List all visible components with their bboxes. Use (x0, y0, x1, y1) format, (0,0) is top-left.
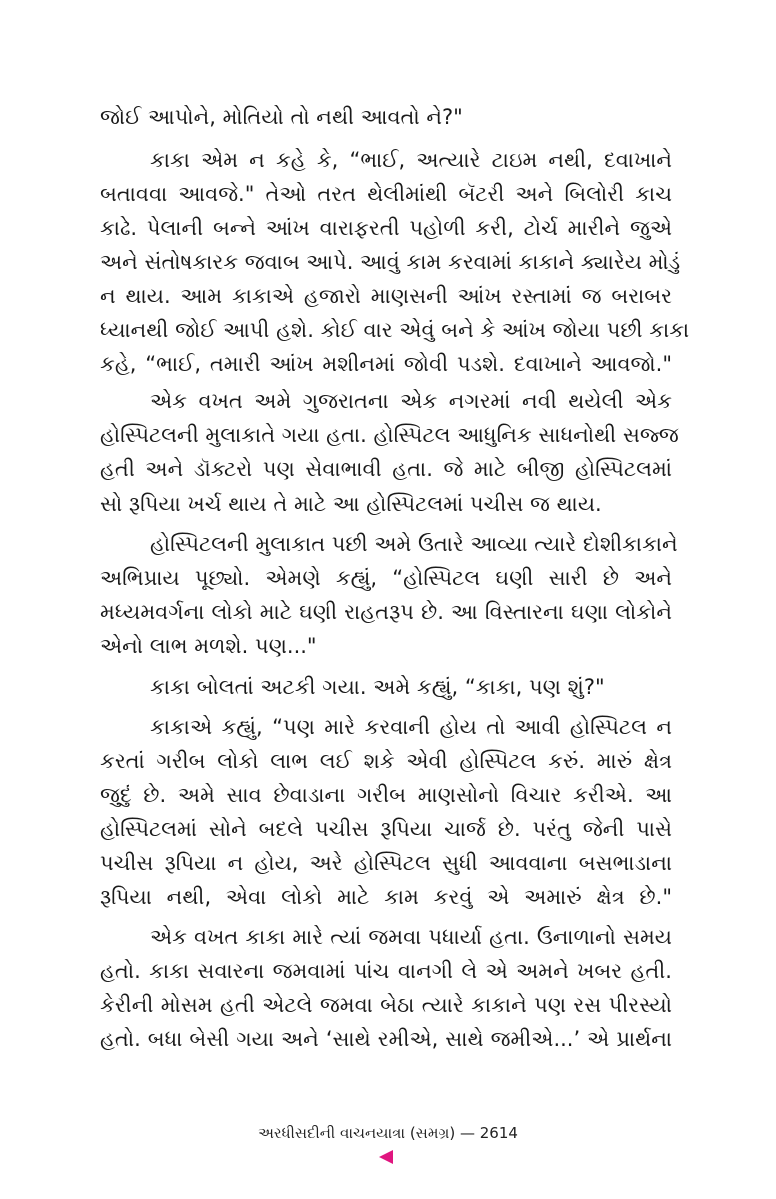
text-line: મધ્યમવર્ગના લોકો માટે ઘણી રાહતરૂપ છે. આ વિસ્તારના ઘણા લોકોને (100, 600, 672, 624)
text-line: કાકાએ કહ્યું, “પણ મારે કરવાની હોય તો આવી હોસ્પિટલ ન (150, 715, 672, 739)
text-line: સો રૂપિયા ખર્ચ થાય તે માટે આ હોસ્પિટલમાં પચીસ જ થાય. (100, 492, 602, 516)
text-line: ધ્યાનથી જોઈ આપી હશે. કોઈ વાર એવું બને કે આંખ જોયા પછી કાકા (100, 318, 690, 342)
text-line: અને સંતોષકારક જવાબ આપે. આવું કામ કરવામાં કાકાને ક્યારેય મોડું (100, 250, 681, 274)
text-line: હતો. બધા બેસી ગયા અને ‘સાથે રમીએ, સાથે જમીએ...’ એ પ્રાર્થના (100, 1027, 672, 1051)
text-line: હોસ્પિટલની મુલાકાત પછી અમે ઉતારે આવ્યા ત્યારે દોશીકાકાને (150, 532, 678, 556)
text-line: એનો લાભ મળશે. પણ..." (100, 634, 317, 658)
text-line: હતો. કાકા સવારના જમવામાં પાંચ વાનગી લે એ અમને ખબર હતી. (100, 959, 672, 983)
text-line: કેરીની મોસમ હતી એટલે જમવા બેઠા ત્યારે કાકાને પણ રસ પીરસ્યો (100, 993, 672, 1017)
text-line: બતાવવા આવજે." તેઓ તરત થેલીમાંથી બૅટરી અને બિલોરી કાચ (100, 182, 672, 206)
text-line: જોઈ આપોને, મોતિયો તો નથી આવતો ને?" (100, 105, 463, 129)
text-line: હોસ્પિટલમાં સોને બદલે પચીસ રૂપિયા ચાર્જ છે. પરંતુ જેની પાસે (100, 817, 672, 841)
text-line: હતી અને ડૉક્ટરો પણ સેવાભાવી હતા. જે માટે બીજી હોસ્પિટલમાં (100, 457, 672, 481)
text-line: કરતાં ગરીબ લોકો લાભ લઈ શકે એવી હોસ્પિટલ કરું. મારું ક્ષેત્ર (100, 749, 672, 773)
previous-page-arrow-icon[interactable] (379, 1150, 393, 1164)
text-line: કાઢે. પેલાની બન્ને આંખ વારાફરતી પહોળી કરી, ટોર્ચ મારીને જુએ (100, 216, 672, 240)
text-line: કાકા બોલતાં અટકી ગયા. અમે કહ્યું, “કાકા, પણ શું?" (150, 675, 605, 699)
text-line: હોસ્પિટલની મુલાકાતે ગયા હતા. હોસ્પિટલ આધુનિક સાધનોથી સજ્જ (100, 423, 679, 447)
text-line: એક વખત કાકા મારે ત્યાં જમવા પધાર્યા હતા. ઉનાળાનો સમય (150, 925, 672, 949)
text-line: જુદું છે. અમે સાવ છેવાડાના ગરીબ માણસોનો વિચાર કરીએ. આ (100, 783, 672, 807)
text-line: પચીસ રૂપિયા ન હોય, અરે હોસ્પિટલ સુધી આવવાના બસભાડાના (100, 851, 672, 875)
text-line: અભિપ્રાય પૂછ્યો. એમણે કહ્યું, “હોસ્પિટલ ઘણી સારી છે અને (100, 566, 672, 590)
text-line: એક વખત અમે ગુજરાતના એક નગરમાં નવી થયેલી એક (150, 389, 672, 413)
text-line: કહે, “ભાઈ, તમારી આંખ મશીનમાં જોવી પડશે. દવાખાને આવજો." (100, 352, 672, 376)
text-line: ન થાય. આમ કાકાએ હજારો માણસની આંખ રસ્તામાં જ બરાબર (100, 284, 672, 308)
page-footer: અરધીસદીની વાચનયાત્રા (સમગ્ર) — 2614 (258, 1124, 518, 1142)
text-line: રૂપિયા નથી, એવા લોકો માટે કામ કરવું એ અમારું ક્ષેત્ર છે." (100, 885, 672, 909)
text-line: કાકા એમ ન કહે કે, “ભાઈ, અત્યારે ટાઇમ નથી, દવાખાને (150, 148, 672, 172)
